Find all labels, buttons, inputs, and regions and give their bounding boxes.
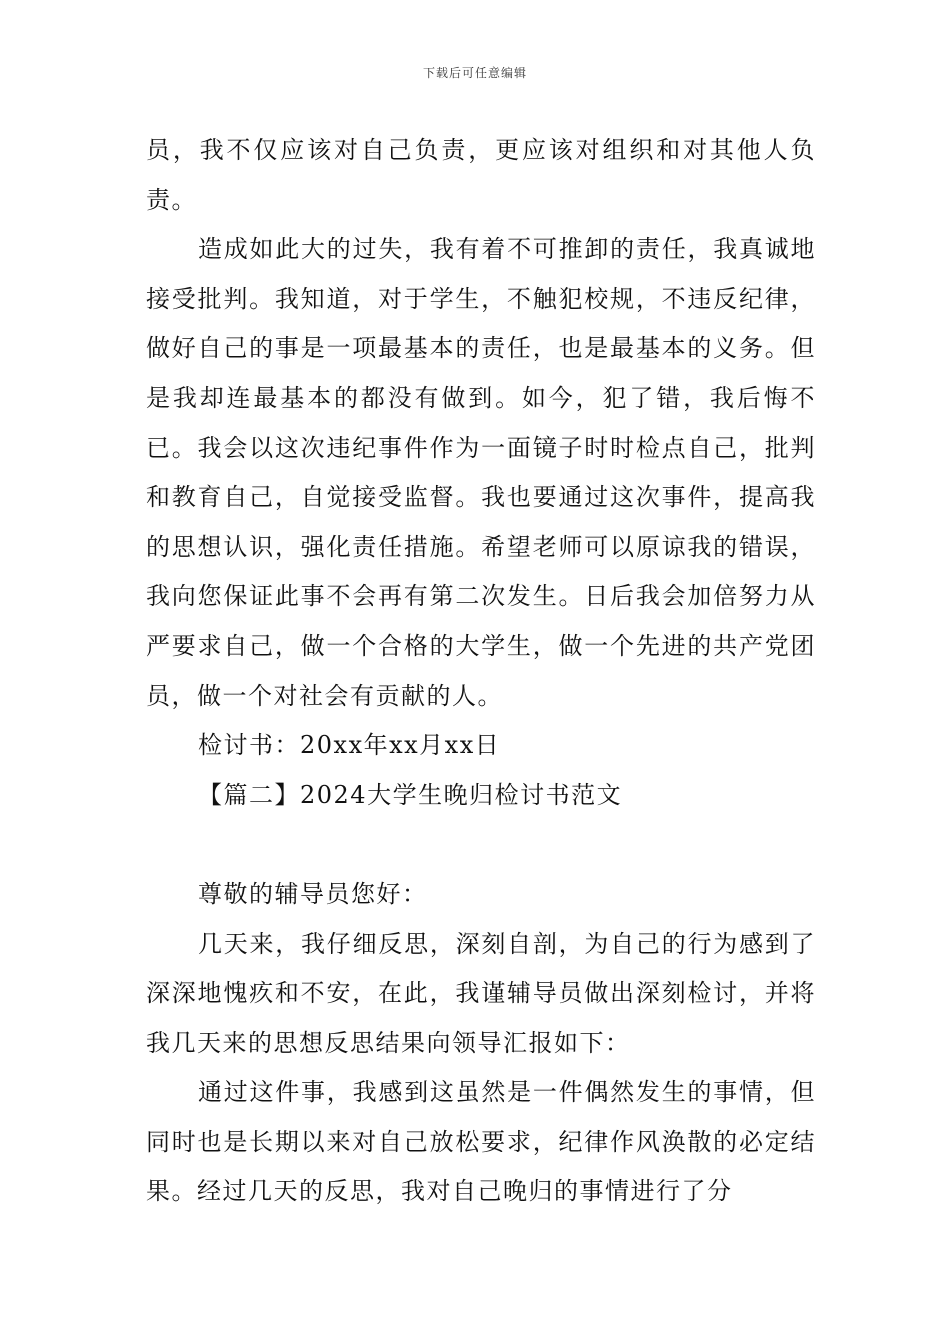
salutation: 尊敬的辅导员您好： <box>198 879 428 908</box>
section-title: 【篇二】2024大学生晚归检讨书范文 <box>198 780 623 809</box>
document-body <box>146 126 816 1217</box>
header-note: 下载后可任意编辑 <box>422 66 527 80</box>
paragraph-continuation: 员，我不仅应该对自己负责，更应该对组织和对其他人负责。 <box>146 136 816 214</box>
blank-line <box>146 820 816 870</box>
paragraph-reflection: 几天来，我仔细反思，深刻自剖，为自己的行为感到了深深地愧疚和不安，在此，我谨辅导员做出深刻检讨，并将我几天来的思想反思结果向领导汇报如下： <box>146 929 816 1057</box>
date-line: 检讨书：20xx年xx月xx日 <box>198 731 501 760</box>
paragraph-analysis: 通过这件事，我感到这虽然是一件偶然发生的事情，但同时也是长期以来对自己放松要求，纪律作风涣散的必定结果。经过几天的反思，我对自己晚归的事情进行了分 <box>146 1078 816 1206</box>
paragraph-apology: 造成如此大的过失，我有着不可推卸的责任，我真诚地接受批判。我知道，对于学生，不触犯校规，不违反纪律，做好自己的事是一项最基本的责任，也是最基本的义务。但是我却连最基本的都没有做到。如今，犯了错，我后悔不已。我会以这次违纪事件作为一面镜子时时检点自己，批判和教育自己，自觉接受监督。我也要通过这次事件，提高我的思想认识，强化责任措施。希望老师可以原谅我的错误，我向您保证此事不会再有第二次发生。日后我会加倍努力从严要求自己，做一个合格的大学生，做一个先进的共产党团员，做一个对社会有贡献的人。 <box>146 235 816 710</box>
